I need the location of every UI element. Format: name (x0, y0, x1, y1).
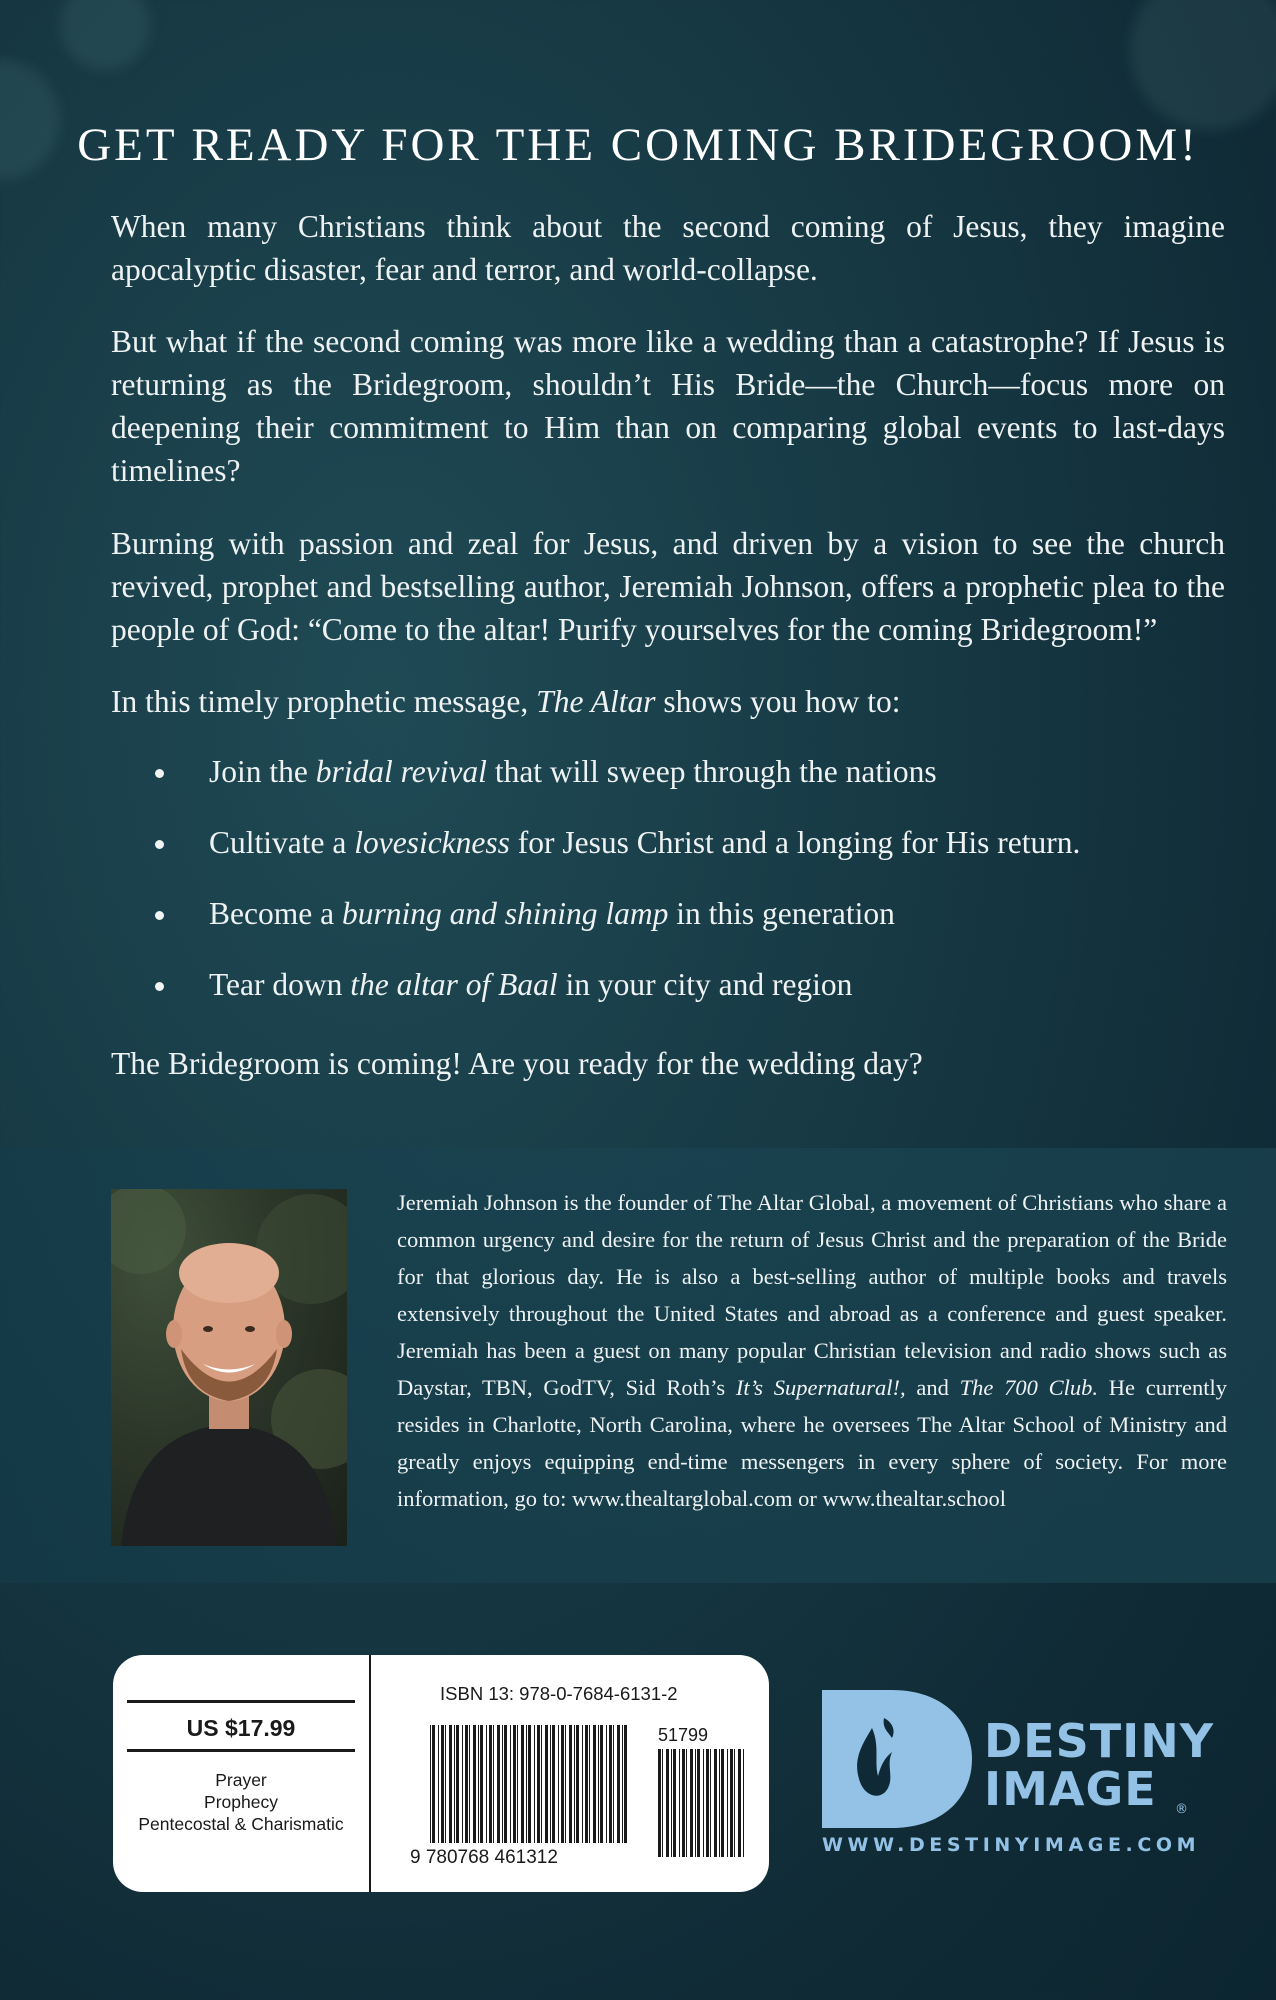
price-label: US $17.99 (186, 1715, 296, 1741)
category-label: Pentecostal & Charismatic (138, 1814, 344, 1834)
barcode-bar (666, 1749, 669, 1857)
barcode-bar (537, 1725, 540, 1843)
barcode-bar (565, 1725, 566, 1843)
barcode-bar (703, 1749, 704, 1857)
barcode-bar (622, 1725, 623, 1843)
barcode-bar (738, 1749, 741, 1857)
barcode-bar (686, 1749, 687, 1857)
barcode-bar (504, 1725, 507, 1843)
barcode-bar (430, 1725, 431, 1843)
barcode-bar (734, 1749, 735, 1857)
barcode-bar (727, 1749, 728, 1857)
list-item: Become a burning and shining lamp in this generation (111, 892, 1225, 963)
barcode-bar (697, 1749, 700, 1857)
barcode-bar (502, 1725, 503, 1843)
author-plea-paragraph: Burning with passion and zeal for Jesus, and driven by a vision to see the church revived, prophet and bestselling author, Jeremiah Johnson, offers a prophetic plea to the people of God: “Come to the altar! Purify yourselves for the coming Bridegroom!” (111, 526, 1225, 647)
barcode-bar (695, 1749, 696, 1857)
list-item: Cultivate a lovesickness for Jesus Christ and a longing for His return. (111, 821, 1225, 892)
category-label: Prophecy (204, 1792, 278, 1812)
barcode-digits: 9 780768 461312 (410, 1847, 558, 1868)
barcode-bar (662, 1749, 663, 1857)
barcode-bar (478, 1725, 479, 1843)
registered-mark: ® (1175, 1802, 1188, 1817)
barcode-bar (462, 1725, 463, 1843)
price-rule-top (127, 1700, 355, 1703)
list-item: Tear down the altar of Baal in your city and region (111, 963, 1225, 1034)
addon-digits: 51799 (658, 1725, 709, 1745)
barcode-bar (469, 1725, 470, 1843)
bullet-dot-icon (155, 911, 164, 920)
barcode-bar (710, 1749, 711, 1857)
barcode-bar (473, 1725, 476, 1843)
barcode-bar (441, 1725, 444, 1843)
barcode-bar (600, 1725, 603, 1843)
barcode-bar (589, 1725, 590, 1843)
barcode-bar (606, 1725, 607, 1843)
main-barcode-bars (430, 1725, 627, 1843)
barcode-bar (617, 1725, 620, 1843)
barcode-bar (480, 1725, 483, 1843)
barcode-bar (510, 1725, 511, 1843)
author-bio: Jeremiah Johnson is the founder of The Altar Global, a movement of Christians who share a common urgency and desire for the return of Jesus Christ and the preparation of the Bride for that glorious day. He is also a best-selling author of multiple books and travels extensively throughout the United States and abroad as a conference and guest speaker. Jeremiah has been a guest on many popular Christian television and radio shows such as Daystar, TBN, GodTV, Sid Roth’s It’s Supernatural!, and The 700 Club. He currently resides in Charlotte, North Carolina, where he oversees The Altar School of Ministry and greatly enjoys equipping end-time messengers in every sphere of society. For more information, go to: www.thealtarglobal.com or www.thealtar.school (397, 1190, 1227, 1511)
price-barcode-box (113, 1655, 769, 1892)
barcode-bar (528, 1725, 531, 1843)
barcode-bar (449, 1725, 452, 1843)
barcode-bar (721, 1749, 724, 1857)
publisher-logo (822, 1690, 1242, 1850)
author-portrait-illustration (111, 1189, 347, 1546)
price-rule-bottom (127, 1749, 355, 1752)
barcode-bar (558, 1725, 559, 1843)
barcode-bar (552, 1725, 555, 1843)
benefits-list (111, 750, 1225, 1034)
barcode-bar (576, 1725, 579, 1843)
barcode-bar (489, 1725, 492, 1843)
barcode-bar (574, 1725, 575, 1843)
barcode-bar (569, 1725, 572, 1843)
barcode-bar (545, 1725, 548, 1843)
barcode-bar (673, 1749, 676, 1857)
barcode-bar (690, 1749, 693, 1857)
barcode-bar (534, 1725, 535, 1843)
isbn-label: ISBN 13: 978-0-7684-6131-2 (440, 1683, 678, 1704)
barcode-bar (486, 1725, 487, 1843)
intro-paragraph: When many Christians think about the second coming of Jesus, they imagine apocalyptic disaster, fear and terror, and world-collapse. (111, 209, 1225, 287)
barcode-bar (658, 1749, 661, 1857)
barcode-bar (432, 1725, 435, 1843)
barcode-bar (671, 1749, 672, 1857)
barcode-graphic (410, 1715, 750, 1885)
barcode-bar (517, 1725, 518, 1843)
barcode-bar (706, 1749, 709, 1857)
barcode-bar (609, 1725, 612, 1843)
question-paragraph: But what if the second coming was more like a wedding than a catastrophe? If Jesus is returning as the Bridegroom, shouldn’t His Bride—the Church—focus more on deepening their commitment to Him than on comparing global events to last-days timelines? (111, 324, 1225, 488)
cover-headline: GET READY FOR THE COMING BRIDEGROOM! (77, 119, 1199, 171)
list-intro-paragraph: In this timely prophetic message, The Altar shows you how to: (111, 684, 901, 719)
barcode-bar (730, 1749, 733, 1857)
barcode-bar (613, 1725, 614, 1843)
barcode-bar (445, 1725, 446, 1843)
barcode-bar (454, 1725, 455, 1843)
destiny-d-icon (822, 1690, 972, 1828)
barcode-bar (513, 1725, 516, 1843)
barcode-bar (582, 1725, 583, 1843)
barcode-bar (624, 1725, 627, 1843)
closing-line: The Bridegroom is coming! Are you ready for the wedding day? (111, 1046, 923, 1081)
barcode-bar (438, 1725, 439, 1843)
barcode-bar (682, 1749, 685, 1857)
bullet-dot-icon (155, 982, 164, 991)
barcode-bar (598, 1725, 599, 1843)
author-photo (111, 1189, 347, 1546)
barcode-bar (561, 1725, 564, 1843)
barcode-bar (465, 1725, 468, 1843)
barcode-bar (714, 1749, 717, 1857)
barcode-bar (679, 1749, 680, 1857)
barcode-bar (521, 1725, 524, 1843)
barcode-bar (497, 1725, 500, 1843)
category-label: Prayer (215, 1770, 267, 1790)
barcode-bar (593, 1725, 596, 1843)
bullet-dot-icon (155, 769, 164, 778)
book-title-italic: The Altar (536, 684, 656, 719)
box-divider (369, 1655, 371, 1892)
bokeh-light (1130, 0, 1276, 130)
list-item: Join the bridal revival that will sweep through the nations (111, 750, 1225, 821)
addon-barcode-bars (658, 1749, 744, 1857)
barcode-bar (526, 1725, 527, 1843)
bullet-dot-icon (155, 840, 164, 849)
publisher-url: WWW.DESTINYIMAGE.COM (822, 1834, 1201, 1856)
bokeh-light (60, 0, 150, 70)
barcode-bar (550, 1725, 551, 1843)
barcode-bar (719, 1749, 720, 1857)
barcode-bar (493, 1725, 494, 1843)
barcode-bar (585, 1725, 588, 1843)
barcode-bar (541, 1725, 542, 1843)
barcode-bar (743, 1749, 744, 1857)
publisher-name-line1: DESTINY (984, 1714, 1215, 1768)
barcode-bar (456, 1725, 459, 1843)
publisher-name-line2: IMAGE (984, 1762, 1157, 1816)
